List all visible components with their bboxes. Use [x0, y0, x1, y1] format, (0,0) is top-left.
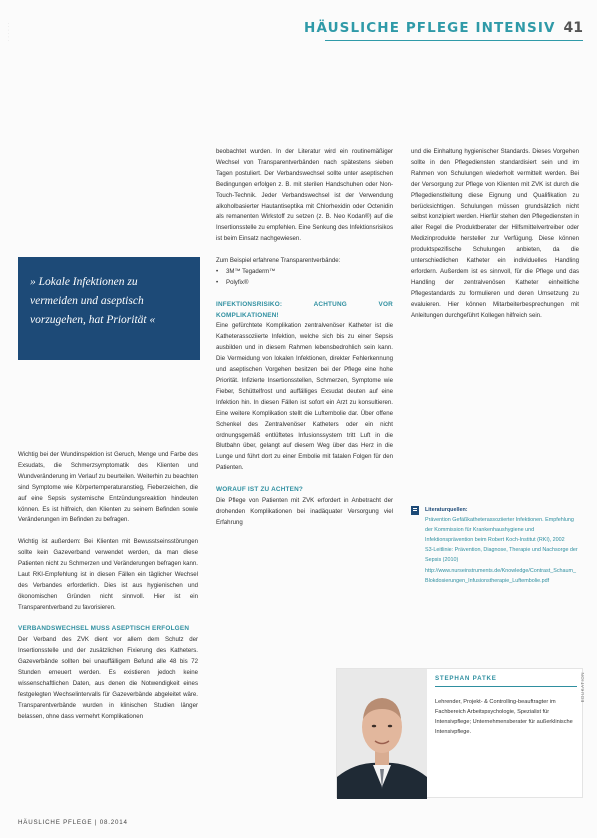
- pull-quote-box: [18, 257, 200, 360]
- section-title: HÄUSLICHE PFLEGE INTENSIV: [304, 20, 556, 36]
- paragraph: Wichtig ist außerdem: Bei Klienten mit Bewusstseinsstörungen sollte kein Gazeverband verwendet werden, da man diese Patienten nicht zu Schmerzen und Veränderungen befragen kann. Laut RKI-Empfehlung ist in diesen Fällen ein täglicher Wechsel des Verbandes erforderlich. Dies ist aus hygienischen und ökonomischen Gründen nicht sinnvoll. Hier ist ein Transparentverband zu favorisieren.: [18, 538, 198, 611]
- header-rule: [325, 40, 583, 41]
- side-label: EDUKATION: [580, 672, 585, 703]
- sources-box: [411, 505, 579, 586]
- book-icon: [411, 506, 419, 515]
- edge-imprint: · · · · · ·: [6, 22, 11, 42]
- list-intro: Zum Beispiel erfahrene Transparentverbände:: [216, 257, 341, 265]
- subheading: INFEKTIONSRISIKO: ACHTUNG VOR KOMPLIKATIONEN!: [216, 300, 393, 319]
- page-number: 41: [563, 20, 583, 36]
- list-item: • 3M™ Tegaderm™: [216, 267, 393, 278]
- paragraph: Der Verband des ZVK dient vor allem dem Schutz der Insertionsstelle und der zusätzlichen Fixierung des Katheters. Gazeverbände sollten bei unauffälligem Befund alle 48 bis 72 Stunden erneuert werden. Es existieren jedoch keine wissenschaftlichen Daten, aus denen die Notwendigkeit eines festgelegten Wechselintervalls für Gazeverbände abgeleitet wäre. Transparentverbände wurden in klinischen Studien länger belassen, ohne dass vermehrt Komplikationen: [18, 636, 198, 720]
- column-2: [216, 147, 393, 540]
- column-1: [18, 450, 198, 734]
- author-name: STEPHAN PATKE: [435, 675, 577, 687]
- source-entry: Prävention Gefäßkatheterassoziierter Infektionen. Empfehlung der Kommission für Krankenhaushygiene und Infektionsprävention beim Robert Koch-Institut (RKI), 2002: [425, 517, 574, 544]
- paragraph: Wichtig bei der Wundinspektion ist Geruch, Menge und Farbe des Exsudats, die Schmerzsymptomatik des Klienten und Wundveränderung im Verlauf zu beurteilen. Weiterhin zu beachten sind Symptome wie Körpertemperaturanstieg, Fieberzeichen, die auf eine Sepsis systemische Entzündungsreaktion hindeuten können. Es ist hilfreich, den Klienten zu seinem Befinden sowie Veränderungen im Befinden zu befragen.: [18, 451, 198, 524]
- author-box: [336, 668, 583, 798]
- pull-quote: » Lokale Infektionen zu vermeiden und aseptisch vorzugehen, hat Priorität «: [30, 276, 156, 326]
- paragraph: und die Einhaltung hygienischer Standards. Dieses Vorgehen sollte in den Pflegediensten standardisiert sein und im Rahmen von Schulungen wiederholt vermittelt werden. Bei der Versorgung zur Pflege von Klienten mit ZVK ist durch die Pflegedienstleitung diese Eignung und Qualifikation zu berücksichtigen. Schulungen müssen grundsätzlich nicht selbst konzipiert werden. Hierfür stehen den Pflegediensten in aller Regel die Produktberater der Hilfsmittelvertreiber oder Medizinprodukte hersteller zur Verfügung. Diese können produktspezifische Schulungen anbieten, da die unterschiedlichen Katheter ein individuelles Handling erfordern. Außerdem ist es sinnvoll, für die Pflege und das Handling der zentralvenösen Katheter einheitliche Pflegestandards zu formulieren und deren Umsetzung zu evaluieren. Hier können Mitarbeiterbesprechungen mit Anleitungen durchgeführt Kollegen hilfreich sein.: [411, 148, 579, 319]
- list-item: • Polyfix®: [216, 278, 393, 289]
- author-bio: Lehrender, Projekt- & Controlling-beauftragter im Fachbereich Arbeitspsychologie, Spezialist für Intensivpflege; Unternehmensberater für außerklinische Intensivpflege.: [435, 699, 573, 735]
- author-photo: [337, 669, 427, 799]
- sources-title: Literaturquellen:: [425, 507, 468, 513]
- source-entry: S3-Leitlinie: Prävention, Diagnose, Therapie und Nachsorge der Sepsis (2010): [425, 547, 578, 564]
- page-header: [304, 20, 583, 36]
- paragraph: Eine gefürchtete Komplikation zentralvenöser Katheter ist die Katheterassoziierte Infektion, welche sich bis zu einer Sepsis ausbilden und in diesem Rahmen lebensbedrohlich sein kann. Die Vermeidung von lokalen Infektionen, direkter Fehlerkennung und aseptischen Vorgehen besitzen bei der Pflege eine hohe Priorität. Infizierte Insertionsstellen, Schmerzen, Symptome wie Fieber, Schüttelfrost und auffälliges Exsudat deuten auf eine Infektion hin. In diesen Fällen ist sofort ein Arzt zu konsultieren. Eine weitere Komplikation stellt die Luftembolie dar. Über offene Schenkel des Zentralvenöser Katheters oder ein nicht ordnungsgemäß entlüftetes Infusionssystem tritt Luft in die Blutbahn über, gelangt auf diesem Weg über das Herz in die Lunge und führt dort zu einer Embolie mit fatalen Folgen für den Patienten.: [216, 322, 393, 472]
- subheading: VERBANDSWECHSEL MUSS ASEPTISCH ERFOLGEN: [18, 625, 190, 633]
- subheading: WORAUF IST ZU ACHTEN?: [216, 486, 304, 494]
- product-list: [216, 267, 393, 289]
- page-footer: HÄUSLICHE PFLEGE | 08.2014: [18, 819, 128, 826]
- column-3: [411, 147, 579, 332]
- source-link[interactable]: http://www.nurseinstruments.de/Knowledge/Contrast_Schaum_Blokdosierungen_Infusionstherapie_Luftembolie.pdf: [425, 567, 577, 584]
- paragraph: beobachtet wurden. In der Literatur wird ein routinemäßiger Wechsel von Transparentverbänden nach spätestens sieben Tagen postuliert. Der Verbandswechsel sollte unter aseptischen Bedingungen erfolgen z. B. mit sterilen Handschuhen oder Non-Touch-Technik. Jeder Verbandswechsel ist der Verwendung alkoholbasierter Hautantiseptika mit Chlorhexidin oder Octenidin als remanenten Wirkstoff zu setzen (z. B. Neo Kodan®) auf die Insertionsstelle zu empfehlen. Eine Senkung des Infektionsrisikos ist beim Einsatz nachgewiesen.: [216, 148, 393, 243]
- paragraph: Die Pflege von Patienten mit ZVK erfordert in Anbetracht der drohenden Komplikationen bei inadäquater Versorgung viel Erfahrung: [216, 496, 393, 526]
